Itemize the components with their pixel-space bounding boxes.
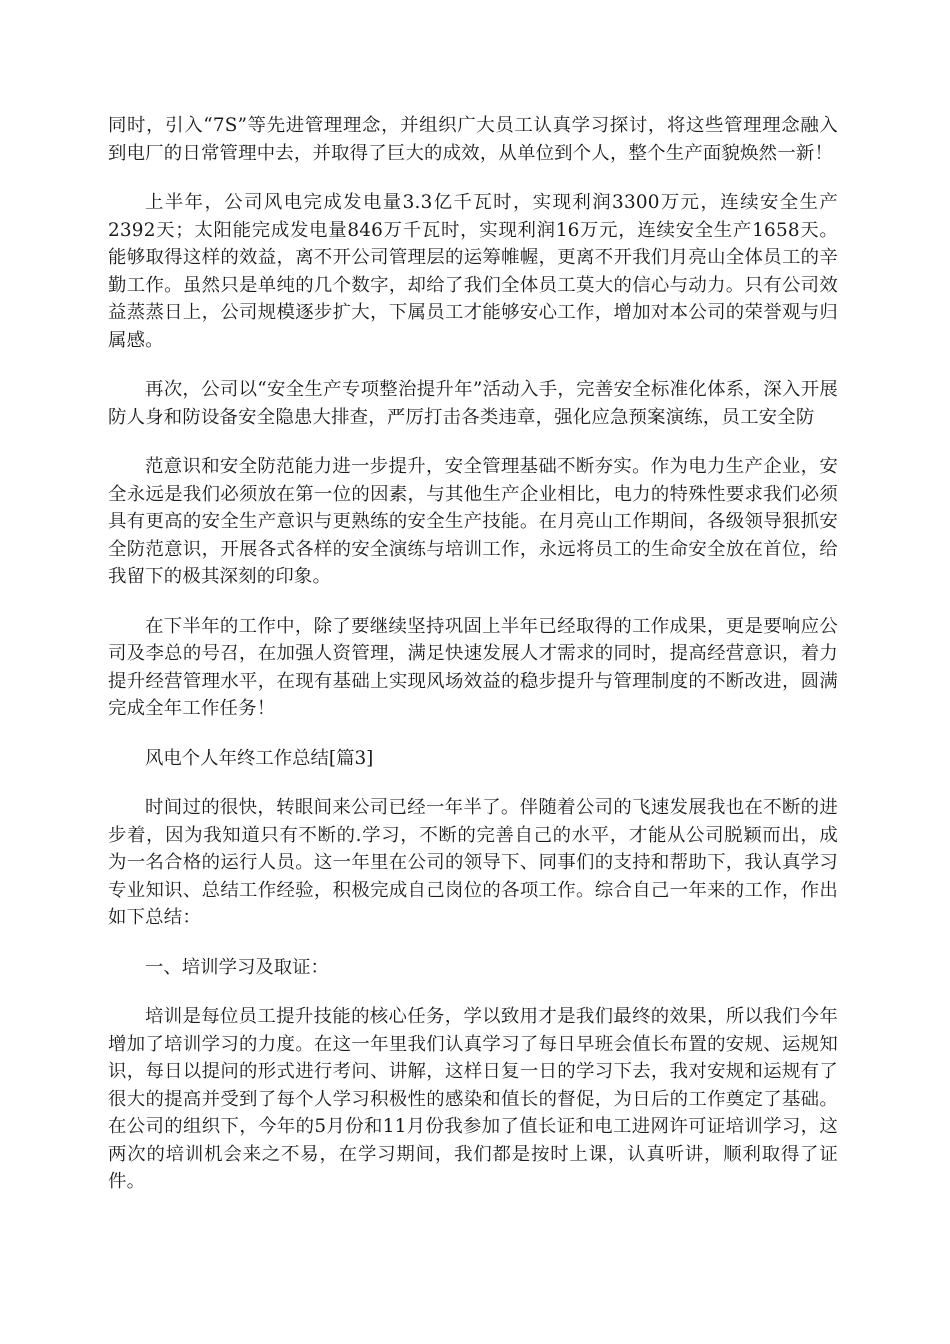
paragraph-continuation: 同时，引入“7S”等先进管理理念，并组织广大员工认真学习探讨，将这些管理理念融入到电厂的日常管理中去，并取得了巨大的成效，从单位到个人，整个生产面貌焕然一新！ [108,115,838,164]
section-heading-training: 一、培训学习及取证： [145,956,329,978]
section-heading-part-3: 风电个人年终工作总结[篇3] [145,747,374,769]
paragraph-intro-summary: 时间过的很快，转眼间来公司已经一年半了。伴随着公司的飞速发展我也在不断的进步着，因为我知道只有不断的.学习，不断的完善自己的水平，才能从公司脱颖而出，成为一名合格的运行人员。这一年里在公司的领导下、同事们的支持和帮助下，我认真学习专业知识、总结工作经验，积极完成自己岗位的各项工作。综合自己一年来的工作，作出如下总结： [108,797,838,928]
paragraph-safety-campaign: 再次，公司以“安全生产专项整治提升年”活动入手，完善安全标准化体系，深入开展防人身和防设备安全隐患大排查，严厉打击各类违章，强化应急预案演练，员工安全防 [108,379,838,428]
paragraph-second-half-plan: 在下半年的工作中，除了要继续坚持巩固上半年已经取得的工作成果，更是要响应公司及李总的号召，在加强人资管理，满足快速发展人才需求的同时，提高经营意识，着力提升经营管理水平，在现有基础上实现风场效益的稳步提升与管理制度的不断改进，圆满完成全年工作任务！ [108,615,838,719]
paragraph-first-half-results: 上半年，公司风电完成发电量3.3亿千瓦时，实现利润3300万元，连续安全生产2392天；太阳能完成发电量846万千瓦时，实现利润16万元，连续安全生产1658天。能够取得这样的效益，离不开公司管理层的运筹帷幄，更离不开我们月亮山全体员工的辛勤工作。虽然只是单纯的几个数字，却给了我们全体员工莫大的信心与动力。只有公司效益蒸蒸日上，公司规模逐步扩大，下属员工才能够安心工作，增加对本公司的荣誉观与归属感。 [108,192,838,351]
paragraph-training-details: 培训是每位员工提升技能的核心任务，学以致用才是我们最终的效果，所以我们今年增加了培训学习的力度。在这一年里我们认真学习了每日早班会值长布置的安规、运规知识，每日以提问的形式进行考问、讲解，这样日复一日的学习下去，我对安规和运规有了很大的提高并受到了每个人学习积极性的感染和值长的督促，为日后的工作奠定了基础。在公司的组织下，今年的5月份和11月份我参加了值长证和电工进网许可证培训学习，这两次的培训机会来之不易，在学习期间，我们都是按时上课，认真听讲，顺利取得了证件。 [108,1006,838,1192]
paragraph-safety-awareness: 范意识和安全防范能力进一步提升，安全管理基础不断夯实。作为电力生产企业，安全永远是我们必须放在第一位的因素，与其他生产企业相比，电力的特殊性要求我们必须具有更高的安全生产意识与更熟练的安全生产技能。在月亮山工作期间，各级领导狠抓安全防范意识，开展各式各样的安全演练与培训工作，永远将员工的生命安全放在首位，给我留下的极其深刻的印象。 [108,456,838,587]
document-page [108,112,838,1218]
